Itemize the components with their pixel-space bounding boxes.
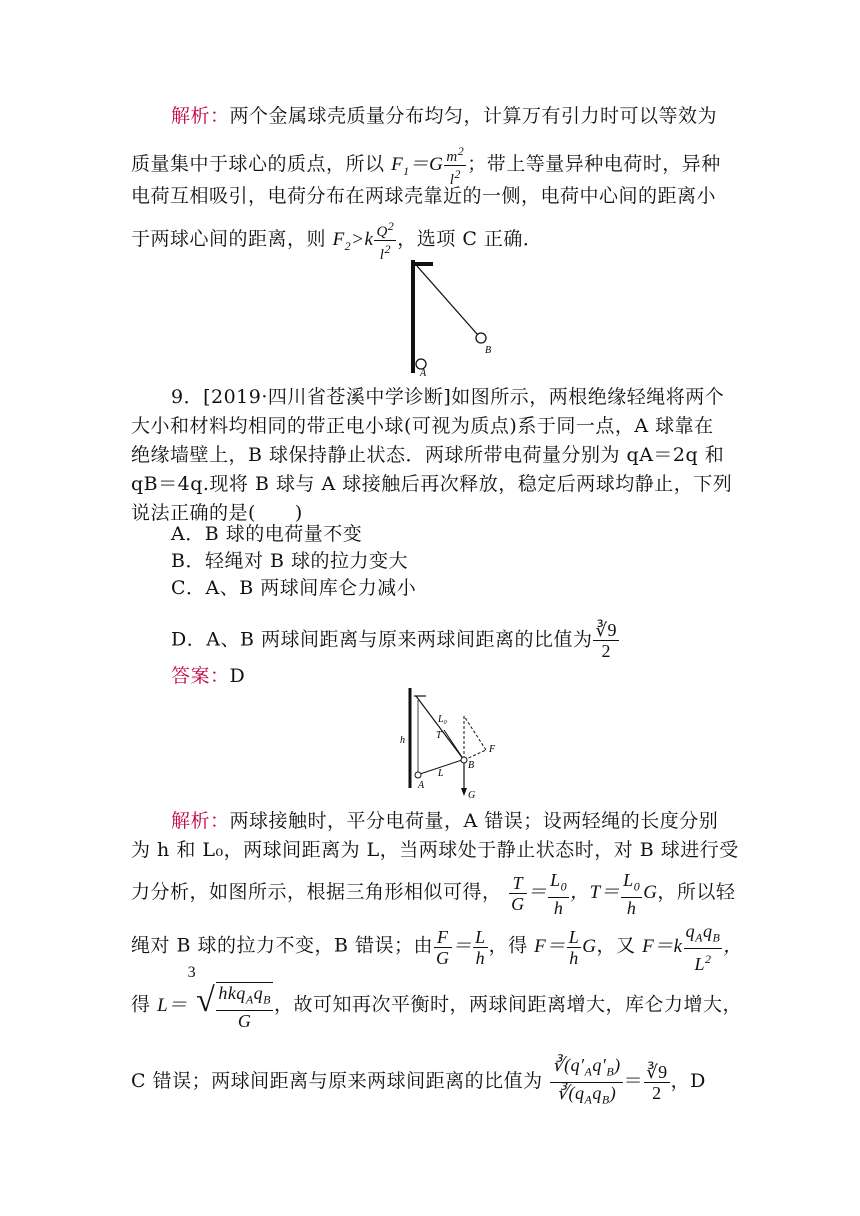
text: 于两球心间的距离，则 xyxy=(131,227,327,250)
text: 两球接触时，平分电荷量，A 错误；设两轻绳的长度分别 xyxy=(229,810,719,832)
para2-line2: 为 h 和 L₀，两球间距离为 L，当两球处于静止状态时，对 B 球进行受 xyxy=(131,839,739,861)
formula-distance-ratio: $\frac{∛(q'_Aq'_B)}{∛(q_Aq_B)}$ xyxy=(552,1055,621,1107)
para2-line1 xyxy=(171,808,718,834)
text: C 错误；两球间距离与原来两球间距离的比值为 xyxy=(131,1070,543,1093)
option-b: B．轻绳对 B 球的拉力变大 xyxy=(171,550,409,572)
para2-line3 xyxy=(131,870,735,918)
para2-line5 xyxy=(131,964,743,1031)
option-a: A．B 球的电荷量不变 xyxy=(171,523,363,545)
answer-value: D xyxy=(229,665,246,687)
text: ，所以轻 xyxy=(657,881,736,904)
text: ；带上等量异种电荷时，异种 xyxy=(467,152,721,175)
label-g: G xyxy=(468,790,476,801)
text: ，得 xyxy=(488,934,528,957)
q9-line5: 说法正确的是( ) xyxy=(131,502,303,524)
text: 两个金属球壳质量分布均匀，计算万有引力时可以等效为 xyxy=(229,105,718,127)
text: 绳对 B 球的拉力不变，B 错误；由 xyxy=(131,934,434,957)
ratio-fraction: $\frac{∛9}{2}$ xyxy=(595,620,617,661)
para2-line6: C 错误；两球间距离与原来两球间距离的比值为 $\frac{∛(q'_Aq'_B)}{∛(q_Aq_B)}$ ＝ $\frac{∛9}{2}$ ，D xyxy=(131,1055,706,1109)
text: ，故可知再次平衡时，两球间距离增大，库仑力增大， xyxy=(274,993,743,1016)
answer-label: 答案： xyxy=(171,665,230,687)
text: 质量集中于球心的质点，所以 xyxy=(131,152,385,175)
label-a: A xyxy=(420,368,427,379)
label-t: T xyxy=(436,730,442,741)
label-b: B xyxy=(485,345,492,356)
label-f: F xyxy=(489,744,496,755)
q9-line2: 大小和材料均相同的带正电小球(可视为质点)系于同一点，A 球靠在 xyxy=(131,415,714,437)
formula-l: L＝$^3$√ $\frac{hkq_Aq_B}{G}$ xyxy=(157,964,271,1031)
q9-line1: 9．[2019·四川省苍溪中学诊断]如图所示，两根绝缘轻绳将两个 xyxy=(171,386,725,408)
formula-coulomb: F＝k $\frac{q_Aq_B}{L^2}$ ， xyxy=(642,921,743,974)
formula-f2: $F_2>k$ $\frac{Q^2}{l^2}$ xyxy=(332,219,395,263)
text: 得 xyxy=(131,993,151,1016)
q9-line3: 绝缘墙壁上，B 球保持静止状态．两球所带电荷量分别为 qA＝2q 和 xyxy=(131,444,725,466)
formula-f: F＝ $\frac{L}{h}$ G xyxy=(534,926,597,968)
label-h: h xyxy=(400,735,405,746)
label-l: L xyxy=(438,768,444,779)
answer-line xyxy=(171,663,245,689)
analysis-label: 解析： xyxy=(171,810,230,832)
text: ，又 xyxy=(596,934,636,957)
formula-ratio: $\frac{F}{G}$ ＝ $\frac{L}{h}$ xyxy=(436,926,486,968)
para2-line4 xyxy=(131,921,743,974)
formula-f1: $F_1=G$ $\frac{m^2}{l^2}$ xyxy=(391,144,465,188)
option-d xyxy=(171,620,620,661)
label-a: A xyxy=(418,780,425,791)
option-c: C．A、B 两球间库仑力减小 xyxy=(171,577,417,599)
formula-similarity: $\frac{T}{G}$ ＝ $\frac{L_0}{h}$ ，T＝ $\frac{L_0}{h}$ G xyxy=(511,870,658,918)
pendulum-figure-1 xyxy=(405,258,505,378)
text: D．A、B 两球间距离与原来两球间距离的比值为 xyxy=(171,628,593,651)
para1-line3: 电荷互相吸引，电荷分布在两球壳靠近的一侧，电荷中心间的距离小 xyxy=(131,185,717,207)
text: 力分析，如图所示，根据三角形相似可得， xyxy=(131,881,502,904)
text: ，D xyxy=(670,1070,706,1093)
force-diagram xyxy=(398,688,518,803)
para1-line4 xyxy=(131,218,542,263)
para1-line1 xyxy=(171,103,717,129)
analysis-label: 解析： xyxy=(171,105,230,127)
q9-line4: qB＝4q.现将 B 球与 A 球接触后再次释放，稳定后两球均静止，下列 xyxy=(131,473,733,495)
label-b: B xyxy=(468,760,475,771)
para1-line2 xyxy=(131,143,721,188)
label-l0: L₀ xyxy=(438,714,448,725)
text: ，选项 C 正确． xyxy=(397,227,543,250)
